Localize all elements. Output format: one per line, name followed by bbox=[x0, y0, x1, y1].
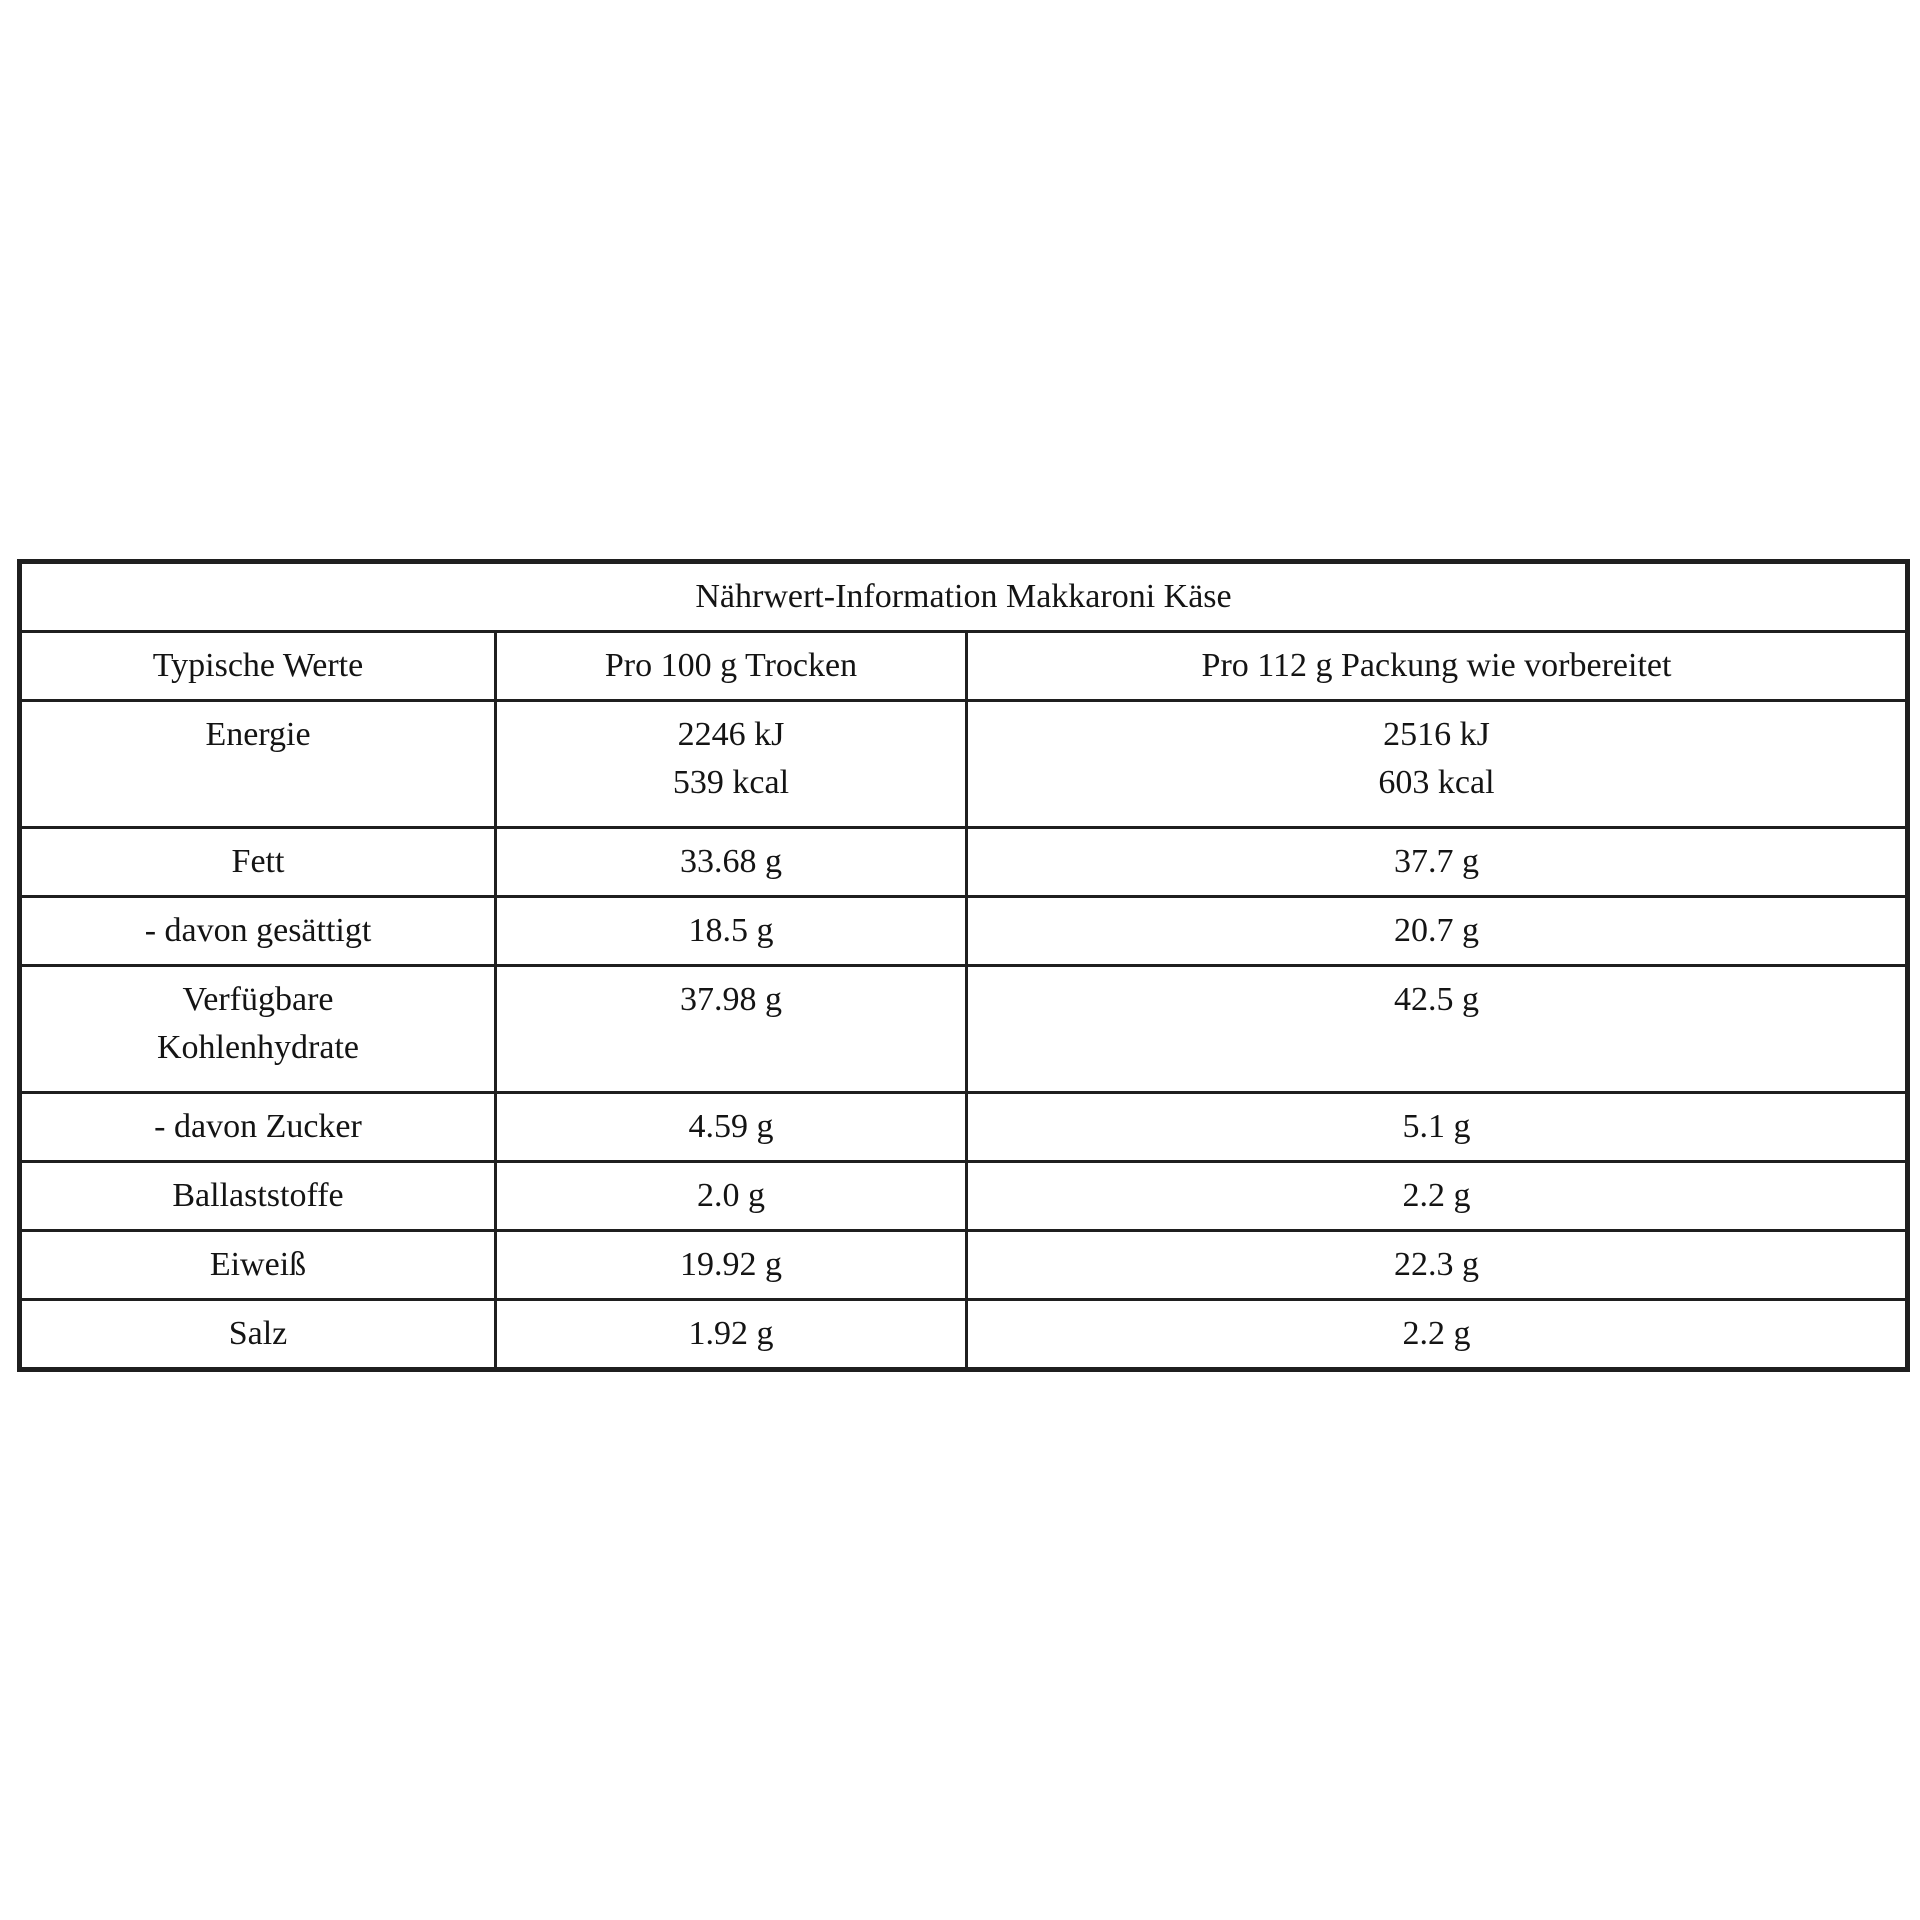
value-per-pack bbox=[967, 1093, 1908, 1162]
column-header-pro-100g: Pro 100 g Trocken bbox=[496, 632, 967, 701]
table-row-gesaettigt bbox=[20, 897, 1908, 966]
table-title: Nährwert-Information Makkaroni Käse bbox=[20, 562, 1908, 632]
table-row-kohlenhydrate bbox=[20, 966, 1908, 1093]
row-label bbox=[20, 1093, 496, 1162]
value-per-100g bbox=[496, 897, 967, 966]
cell-text-line: 5.1 g bbox=[1402, 1108, 1471, 1145]
value-per-pack bbox=[967, 1162, 1908, 1231]
row-label bbox=[20, 897, 496, 966]
value-per-100g bbox=[496, 1300, 967, 1370]
cell-text-line: Eiweiß bbox=[209, 1246, 307, 1283]
table-row-ballaststoffe bbox=[20, 1162, 1908, 1231]
nutrition-table-body bbox=[20, 562, 1908, 1370]
cell-text-line: - davon Zucker bbox=[154, 1108, 362, 1145]
cell-text-line: 37.7 g bbox=[1394, 843, 1479, 880]
cell-text-line: 33.68 g bbox=[680, 843, 782, 880]
table-row-energie bbox=[20, 701, 1908, 828]
value-per-100g bbox=[496, 701, 967, 828]
table-row-zucker bbox=[20, 1093, 1908, 1162]
table-title-row bbox=[20, 562, 1908, 632]
row-label bbox=[20, 828, 496, 897]
value-per-pack bbox=[967, 1231, 1908, 1300]
row-label bbox=[20, 1300, 496, 1370]
cell-text-line: 42.5 g bbox=[1394, 981, 1479, 1018]
value-per-100g bbox=[496, 966, 967, 1093]
value-per-100g bbox=[496, 1162, 967, 1231]
cell-text-line: 37.98 g bbox=[680, 981, 782, 1018]
value-per-100g bbox=[496, 828, 967, 897]
cell-text-line: Kohlenhydrate bbox=[156, 1029, 360, 1066]
cell-text-line: 18.5 g bbox=[688, 912, 774, 949]
table-row-eiweiss bbox=[20, 1231, 1908, 1300]
row-label bbox=[20, 1162, 496, 1231]
cell-text-line: 20.7 g bbox=[1394, 912, 1479, 949]
table-header-row bbox=[20, 632, 1908, 701]
cell-text-line: - davon gesättigt bbox=[144, 912, 372, 949]
value-per-pack bbox=[967, 1300, 1908, 1370]
table-row-fett bbox=[20, 828, 1908, 897]
nutrition-table bbox=[17, 559, 1910, 1372]
cell-text-line: 4.59 g bbox=[688, 1108, 774, 1145]
value-per-100g bbox=[496, 1093, 967, 1162]
cell-text-line: Salz bbox=[228, 1315, 288, 1352]
cell-text-line: 19.92 g bbox=[680, 1246, 782, 1283]
cell-text-line: 22.3 g bbox=[1394, 1246, 1479, 1283]
cell-text-line: 2.2 g bbox=[1402, 1315, 1471, 1352]
cell-text-line: 2516 kJ bbox=[1383, 716, 1490, 753]
column-header-typische-werte: Typische Werte bbox=[20, 632, 496, 701]
row-label bbox=[20, 701, 496, 828]
cell-text-line: 2.2 g bbox=[1402, 1177, 1471, 1214]
row-label bbox=[20, 1231, 496, 1300]
column-header-pro-112g: Pro 112 g Packung wie vorbereitet bbox=[967, 632, 1908, 701]
cell-text-line: Fett bbox=[231, 843, 285, 880]
table-row-salz bbox=[20, 1300, 1908, 1370]
cell-text-line: Verfügbare bbox=[182, 981, 334, 1018]
value-per-pack bbox=[967, 828, 1908, 897]
cell-text-line: 603 kcal bbox=[1378, 764, 1495, 801]
cell-text-line: 1.92 g bbox=[688, 1315, 774, 1352]
value-per-pack bbox=[967, 897, 1908, 966]
cell-text-line: Energie bbox=[205, 716, 311, 753]
row-label bbox=[20, 966, 496, 1093]
value-per-pack bbox=[967, 966, 1908, 1093]
cell-text-line: Ballaststoffe bbox=[172, 1177, 344, 1214]
cell-text-line: 2.0 g bbox=[697, 1177, 765, 1214]
cell-text-line: 539 kcal bbox=[672, 764, 790, 801]
cell-text-line: 2246 kJ bbox=[677, 716, 785, 753]
value-per-pack bbox=[967, 701, 1908, 828]
value-per-100g bbox=[496, 1231, 967, 1300]
